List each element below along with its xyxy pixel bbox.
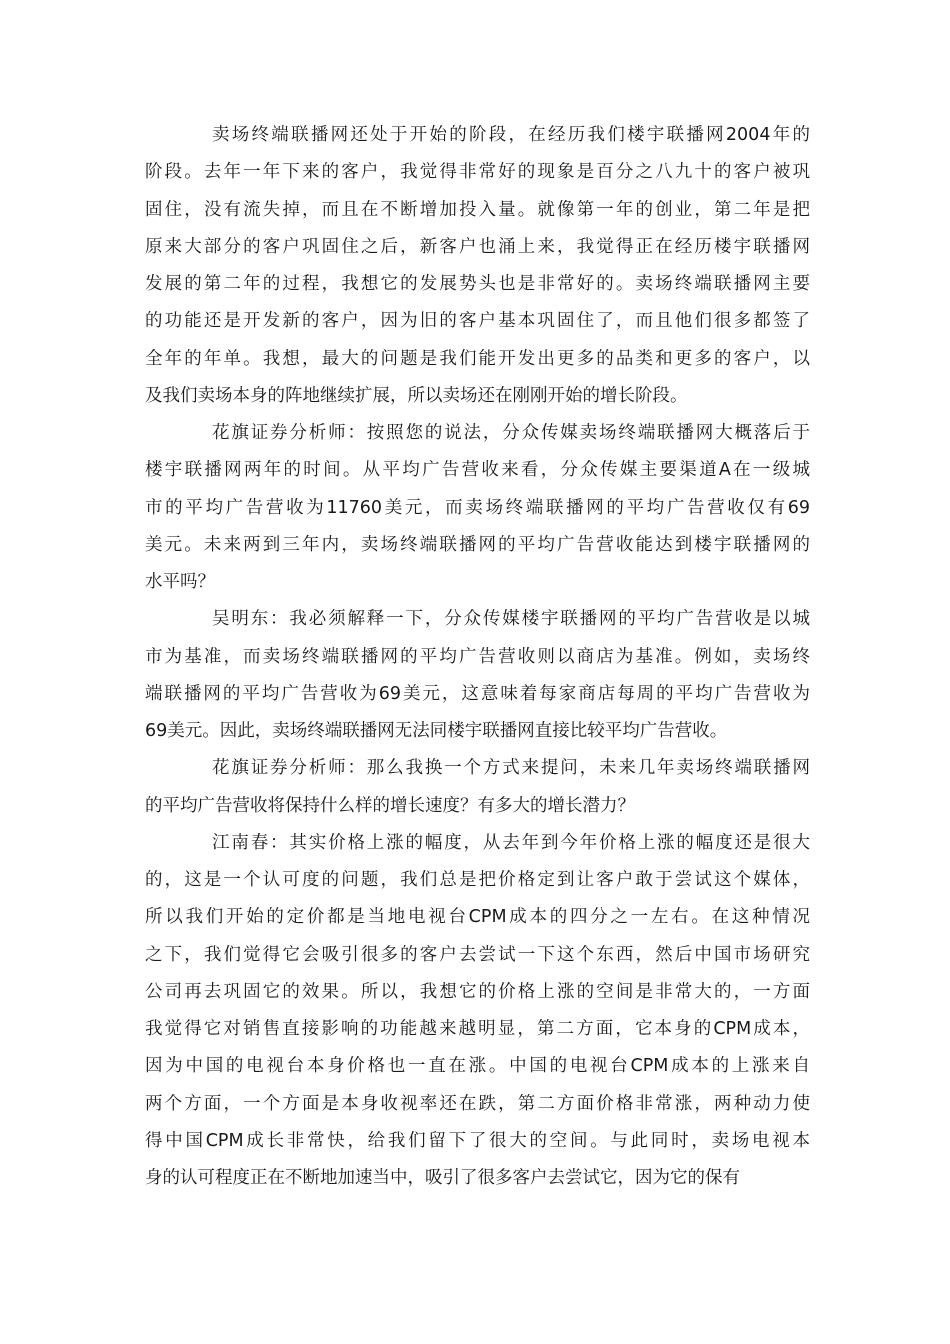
text-line: 吴明东：我必须解释一下，分众传媒楼宇联播网的平均广告营收是以城 (212, 609, 810, 630)
text-line: 的功能还是开发新的客户，因为旧的客户基本巩固住了，而且他们很多都签了 (145, 311, 810, 332)
text-line: 水平吗？ (145, 572, 215, 592)
text-line: 楼宇联播网两年的时间。从平均广告营收来看，分众传媒主要渠道A在一级城 (145, 460, 810, 481)
text-line: 花旗证券分析师：那么我换一个方式来提问，未来几年卖场终端联播网 (212, 758, 810, 779)
paragraph (145, 415, 810, 601)
text-line: 固住，没有流失掉，而且在不断增加投入量。就像第一年的创业，第二年是把 (145, 199, 810, 220)
text-line: 发展的第二年的过程，我想它的发展势头也是非常好的。卖场终端联播网主要 (145, 274, 810, 294)
text-line: 阶段。去年一年下来的客户，我觉得非常好的现象是百分之八九十的客户被巩 (145, 162, 810, 183)
text-line: 美元。未来两到三年内，卖场终端联播网的平均广告营收能达到楼宇联播网的 (145, 534, 810, 555)
paragraph (145, 117, 810, 415)
paragraph (145, 750, 810, 825)
text-line: 的，这是一个认可度的问题，我们总是把价格定到让客户敢于尝试这个媒体， (145, 870, 810, 890)
text-line: 原来大部分的客户巩固住之后，新客户也涌上来，我觉得正在经历楼宇联播网 (145, 236, 810, 257)
text-line: 之下，我们觉得它会吸引很多的客户去尝试一下这个东西，然后中国市场研究 (145, 944, 810, 965)
text-line: 的平均广告营收将保持什么样的增长速度？有多大的增长潜力？ (145, 795, 635, 816)
paragraph (145, 601, 810, 750)
document-body (145, 117, 810, 1197)
text-line: 得中国CPM成长非常快，给我们留下了很大的空间。与此同时，卖场电视本 (145, 1130, 810, 1151)
text-line: 身的认可程度正在不断地加速当中，吸引了很多客户去尝试它，因为它的保有 (145, 1168, 740, 1188)
text-line: 我觉得它对销售直接影响的功能越来越明显，第二方面，它本身的CPM成本， (145, 1019, 810, 1039)
text-line: 花旗证券分析师：按照您的说法，分众传媒卖场终端联播网大概落后于 (212, 423, 810, 443)
text-line: 卖场终端联播网还处于开始的阶段，在经历我们楼宇联播网2004年的 (212, 125, 810, 145)
text-line: 公司再去巩固它的效果。所以，我想它的价格上涨的空间是非常大的，一方面 (145, 981, 810, 1002)
text-line: 端联播网的平均广告营收为69美元，这意味着每家商店每周的平均广告营收为 (145, 683, 810, 704)
text-line: 两个方面，一个方面是本身收视率还在跌，第二方面价格非常涨，两种动力使 (145, 1093, 810, 1114)
text-line: 69美元。因此，卖场终端联播网无法同楼宇联播网直接比较平均广告营收。 (145, 721, 728, 741)
paragraph (145, 825, 810, 1198)
text-line: 所以我们开始的定价都是当地电视台CPM成本的四分之一左右。在这种情况 (145, 907, 810, 928)
text-line: 市为基准，而卖场终端联播网的平均广告营收则以商店为基准。例如，卖场终 (145, 646, 810, 667)
text-line: 江南春：其实价格上涨的幅度，从去年到今年价格上涨的幅度还是很大 (212, 832, 810, 853)
text-line: 市的平均广告营收为11760美元，而卖场终端联播网的平均广告营收仅有69 (145, 497, 810, 518)
text-line: 全年的年单。我想，最大的问题是我们能开发出更多的品类和更多的客户，以 (145, 348, 810, 369)
text-line: 及我们卖场本身的阵地继续扩展，所以卖场还在刚刚开始的增长阶段。 (145, 385, 688, 406)
text-line: 因为中国的电视台本身价格也一直在涨。中国的电视台CPM成本的上涨来自 (145, 1056, 810, 1077)
